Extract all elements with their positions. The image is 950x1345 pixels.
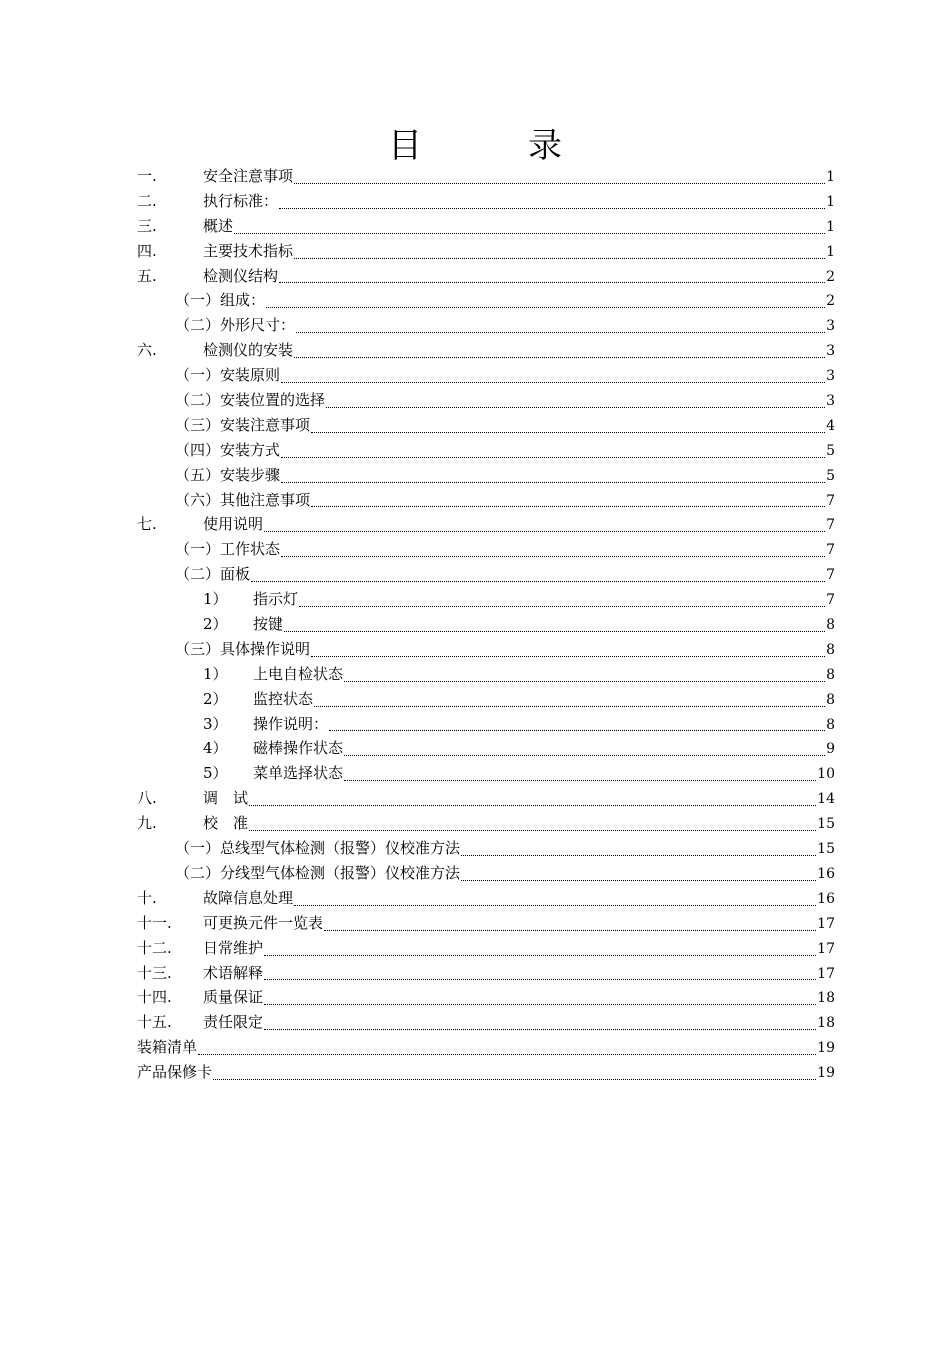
toc-entry[interactable] bbox=[137, 512, 835, 537]
toc-entry-label: 概述 bbox=[203, 216, 234, 235]
toc-entry[interactable] bbox=[137, 712, 835, 737]
toc-leader-dots bbox=[264, 1028, 816, 1030]
toc-entry-page-number: 8 bbox=[826, 666, 835, 683]
toc-entry[interactable] bbox=[137, 413, 835, 438]
toc-entry-label: 质量保证 bbox=[203, 988, 264, 1007]
toc-entry-number: 六. bbox=[137, 341, 157, 360]
toc-entry-page-number: 16 bbox=[817, 865, 835, 882]
toc-entry-label: 调 试 bbox=[203, 789, 249, 808]
toc-entry-label: 术语解释 bbox=[203, 963, 264, 982]
toc-leader-dots bbox=[281, 456, 825, 458]
toc-entry-label: 故障信息处理 bbox=[203, 888, 294, 907]
toc-entry-label: 菜单选择状态 bbox=[253, 764, 344, 783]
toc-entry-number: 4） bbox=[203, 739, 228, 758]
toc-leader-dots bbox=[311, 431, 825, 433]
toc-entry-page-number: 5 bbox=[826, 467, 835, 484]
toc-entry-page-number: 3 bbox=[826, 318, 835, 335]
toc-entry-label: （四）安装方式 bbox=[175, 440, 281, 459]
toc-leader-dots bbox=[279, 207, 825, 209]
toc-entry[interactable] bbox=[137, 537, 835, 562]
toc-entry-label: （三）安装注意事项 bbox=[175, 415, 311, 434]
toc-leader-dots bbox=[344, 779, 816, 781]
toc-entry-page-number: 1 bbox=[826, 218, 835, 235]
toc-leader-dots bbox=[281, 481, 825, 483]
table-of-contents bbox=[137, 164, 835, 1085]
toc-leader-dots bbox=[461, 854, 816, 856]
toc-entry[interactable] bbox=[137, 438, 835, 463]
toc-leader-dots bbox=[296, 331, 825, 333]
toc-entry-label: 责任限定 bbox=[203, 1013, 264, 1032]
toc-entry-page-number: 7 bbox=[826, 517, 835, 534]
toc-entry-number: 5） bbox=[203, 764, 228, 783]
toc-entry-page-number: 9 bbox=[826, 741, 835, 758]
toc-leader-dots bbox=[461, 879, 816, 881]
toc-entry-page-number: 1 bbox=[826, 169, 835, 185]
toc-leader-dots bbox=[294, 257, 825, 259]
toc-entry-page-number: 19 bbox=[817, 1065, 835, 1082]
toc-leader-dots bbox=[249, 804, 816, 806]
toc-leader-dots bbox=[264, 978, 816, 980]
toc-entry[interactable] bbox=[137, 463, 835, 488]
toc-entry[interactable] bbox=[137, 985, 835, 1010]
toc-entry-label: （六）其他注意事项 bbox=[175, 490, 311, 509]
toc-leader-dots bbox=[294, 356, 825, 358]
toc-entry-number: 1） bbox=[203, 664, 228, 683]
toc-entry[interactable] bbox=[137, 488, 835, 513]
toc-entry[interactable] bbox=[137, 313, 835, 338]
toc-leader-dots bbox=[281, 555, 825, 557]
toc-entry-label: （二）安装位置的选择 bbox=[175, 391, 326, 410]
toc-entry-number: 五. bbox=[137, 266, 157, 285]
toc-entry-number: 2） bbox=[203, 615, 228, 634]
toc-entry[interactable] bbox=[137, 687, 835, 712]
toc-leader-dots bbox=[251, 580, 825, 582]
toc-entry-number: 四. bbox=[137, 241, 157, 260]
toc-entry-number: 3） bbox=[203, 714, 228, 733]
toc-entry[interactable] bbox=[137, 761, 835, 786]
toc-entry-label: （二）外形尺寸： bbox=[175, 316, 296, 335]
toc-entry-page-number: 8 bbox=[826, 691, 835, 708]
toc-entry-page-number: 1 bbox=[826, 243, 835, 260]
toc-entry[interactable] bbox=[137, 961, 835, 986]
toc-entry-page-number: 14 bbox=[817, 791, 835, 808]
toc-entry-page-number: 15 bbox=[817, 841, 835, 858]
toc-entry-page-number: 18 bbox=[817, 1015, 835, 1032]
toc-entry[interactable] bbox=[137, 1060, 835, 1085]
toc-entry-page-number: 7 bbox=[826, 567, 835, 584]
toc-entry-label: 监控状态 bbox=[253, 689, 314, 708]
toc-entry[interactable] bbox=[137, 811, 835, 836]
toc-entry-number: 八. bbox=[137, 789, 157, 808]
toc-entry-label: （一）总线型气体检测（报警）仪校准方法 bbox=[175, 839, 461, 858]
toc-entry-label: 装箱清单 bbox=[137, 1038, 198, 1057]
toc-entry-page-number: 1 bbox=[826, 193, 835, 210]
toc-entry-number: 2） bbox=[203, 689, 228, 708]
toc-entry-label: 检测仪的安装 bbox=[203, 341, 294, 360]
toc-entry[interactable] bbox=[137, 911, 835, 936]
toc-entry-page-number: 3 bbox=[826, 368, 835, 385]
toc-entry-page-number: 8 bbox=[826, 617, 835, 634]
toc-entry-number: 九. bbox=[137, 814, 157, 833]
toc-entry-label: （一）组成： bbox=[175, 291, 266, 310]
toc-entry-page-number: 2 bbox=[826, 293, 835, 310]
toc-entry-number: 十一. bbox=[137, 913, 172, 932]
toc-entry-label: 操作说明： bbox=[253, 714, 329, 733]
toc-entry-label: （二）分线型气体检测（报警）仪校准方法 bbox=[175, 863, 461, 882]
toc-entry-label: 安全注意事项 bbox=[203, 167, 294, 185]
toc-leader-dots bbox=[344, 680, 825, 682]
toc-entry[interactable] bbox=[137, 1010, 835, 1035]
toc-entry-page-number: 2 bbox=[826, 268, 835, 285]
toc-leader-dots bbox=[198, 1053, 816, 1055]
toc-entry-page-number: 5 bbox=[826, 442, 835, 459]
toc-leader-dots bbox=[294, 182, 825, 184]
toc-entry-label: 执行标准： bbox=[203, 191, 279, 210]
toc-entry-number: 1） bbox=[203, 590, 228, 609]
toc-entry-label: （二）面板 bbox=[175, 565, 251, 584]
toc-entry-number: 三. bbox=[137, 216, 157, 235]
toc-entry-page-number: 7 bbox=[826, 592, 835, 609]
toc-entry-label: 检测仪结构 bbox=[203, 266, 279, 285]
toc-entry-label: （一）工作状态 bbox=[175, 540, 281, 559]
toc-entry-number: 二. bbox=[137, 191, 157, 210]
toc-entry[interactable] bbox=[137, 861, 835, 886]
toc-entry-label: （一）安装原则 bbox=[175, 366, 281, 385]
toc-entry[interactable] bbox=[137, 786, 835, 811]
toc-entry-label: 磁棒操作状态 bbox=[253, 739, 344, 758]
toc-entry-page-number: 7 bbox=[826, 542, 835, 559]
toc-entry[interactable] bbox=[137, 736, 835, 761]
toc-entry-number: 十二. bbox=[137, 938, 172, 957]
toc-entry[interactable] bbox=[137, 612, 835, 637]
toc-leader-dots bbox=[294, 904, 816, 906]
toc-entry-label: 校 准 bbox=[203, 814, 249, 833]
toc-entry-page-number: 10 bbox=[817, 766, 835, 783]
toc-entry-label: 上电自检状态 bbox=[253, 664, 344, 683]
toc-entry[interactable] bbox=[137, 936, 835, 961]
toc-entry[interactable] bbox=[137, 1035, 835, 1060]
toc-leader-dots bbox=[314, 705, 825, 707]
toc-entry-number: 七. bbox=[137, 515, 157, 534]
toc-entry-label: 可更换元件一览表 bbox=[203, 913, 324, 932]
toc-entry-page-number: 17 bbox=[817, 965, 835, 982]
toc-entry-label: 产品保修卡 bbox=[137, 1063, 213, 1082]
toc-entry-label: 主要技术指标 bbox=[203, 241, 294, 260]
toc-leader-dots bbox=[266, 306, 825, 308]
toc-entry-number: 一. bbox=[137, 167, 157, 185]
toc-entry-label: 指示灯 bbox=[253, 590, 299, 609]
toc-entry[interactable] bbox=[137, 662, 835, 687]
toc-entry[interactable] bbox=[137, 836, 835, 861]
toc-entry-page-number: 16 bbox=[817, 890, 835, 907]
toc-entry[interactable] bbox=[137, 214, 835, 239]
toc-entry-label: （五）安装步骤 bbox=[175, 465, 281, 484]
toc-entry-number: 十五. bbox=[137, 1013, 172, 1032]
toc-title: 目 录 bbox=[388, 126, 598, 166]
toc-leader-dots bbox=[279, 281, 825, 283]
toc-entry[interactable] bbox=[137, 189, 835, 214]
toc-leader-dots bbox=[264, 954, 816, 956]
toc-leader-dots bbox=[249, 829, 816, 831]
toc-leader-dots bbox=[234, 232, 825, 234]
toc-entry-label: 按键 bbox=[253, 615, 284, 634]
toc-entry-page-number: 3 bbox=[826, 343, 835, 360]
toc-entry[interactable] bbox=[137, 637, 835, 662]
toc-entry[interactable] bbox=[137, 288, 835, 313]
toc-entry[interactable] bbox=[137, 338, 835, 363]
toc-entry-page-number: 7 bbox=[826, 492, 835, 509]
toc-entry[interactable] bbox=[137, 239, 835, 264]
toc-entry-number: 十. bbox=[137, 888, 157, 907]
toc-entry-page-number: 19 bbox=[817, 1040, 835, 1057]
toc-entry-label: 日常维护 bbox=[203, 938, 264, 957]
toc-entry-page-number: 17 bbox=[817, 915, 835, 932]
toc-entry-page-number: 8 bbox=[826, 716, 835, 733]
toc-leader-dots bbox=[329, 729, 825, 731]
toc-entry-label: 使用说明 bbox=[203, 515, 264, 534]
toc-entry-page-number: 3 bbox=[826, 393, 835, 410]
toc-leader-dots bbox=[311, 655, 825, 657]
toc-leader-dots bbox=[344, 754, 825, 756]
toc-leader-dots bbox=[311, 505, 825, 507]
toc-leader-dots bbox=[326, 406, 825, 408]
toc-entry[interactable] bbox=[137, 164, 835, 189]
toc-entry[interactable] bbox=[137, 886, 835, 911]
toc-leader-dots bbox=[324, 929, 816, 931]
toc-entry-page-number: 8 bbox=[826, 641, 835, 658]
toc-leader-dots bbox=[213, 1078, 816, 1080]
toc-leader-dots bbox=[281, 381, 825, 383]
toc-leader-dots bbox=[264, 1003, 816, 1005]
toc-entry[interactable] bbox=[137, 363, 835, 388]
toc-entry-number: 十四. bbox=[137, 988, 172, 1007]
toc-entry[interactable] bbox=[137, 587, 835, 612]
toc-entry[interactable] bbox=[137, 562, 835, 587]
toc-entry[interactable] bbox=[137, 264, 835, 289]
toc-leader-dots bbox=[264, 530, 825, 532]
toc-entry[interactable] bbox=[137, 388, 835, 413]
toc-entry-page-number: 4 bbox=[826, 417, 835, 434]
toc-leader-dots bbox=[284, 630, 825, 632]
toc-entry-page-number: 17 bbox=[817, 940, 835, 957]
toc-entry-label: （三）具体操作说明 bbox=[175, 639, 311, 658]
toc-entry-number: 十三. bbox=[137, 963, 172, 982]
toc-entry-page-number: 15 bbox=[817, 816, 835, 833]
toc-leader-dots bbox=[299, 605, 825, 607]
toc-entry-page-number: 18 bbox=[817, 990, 835, 1007]
